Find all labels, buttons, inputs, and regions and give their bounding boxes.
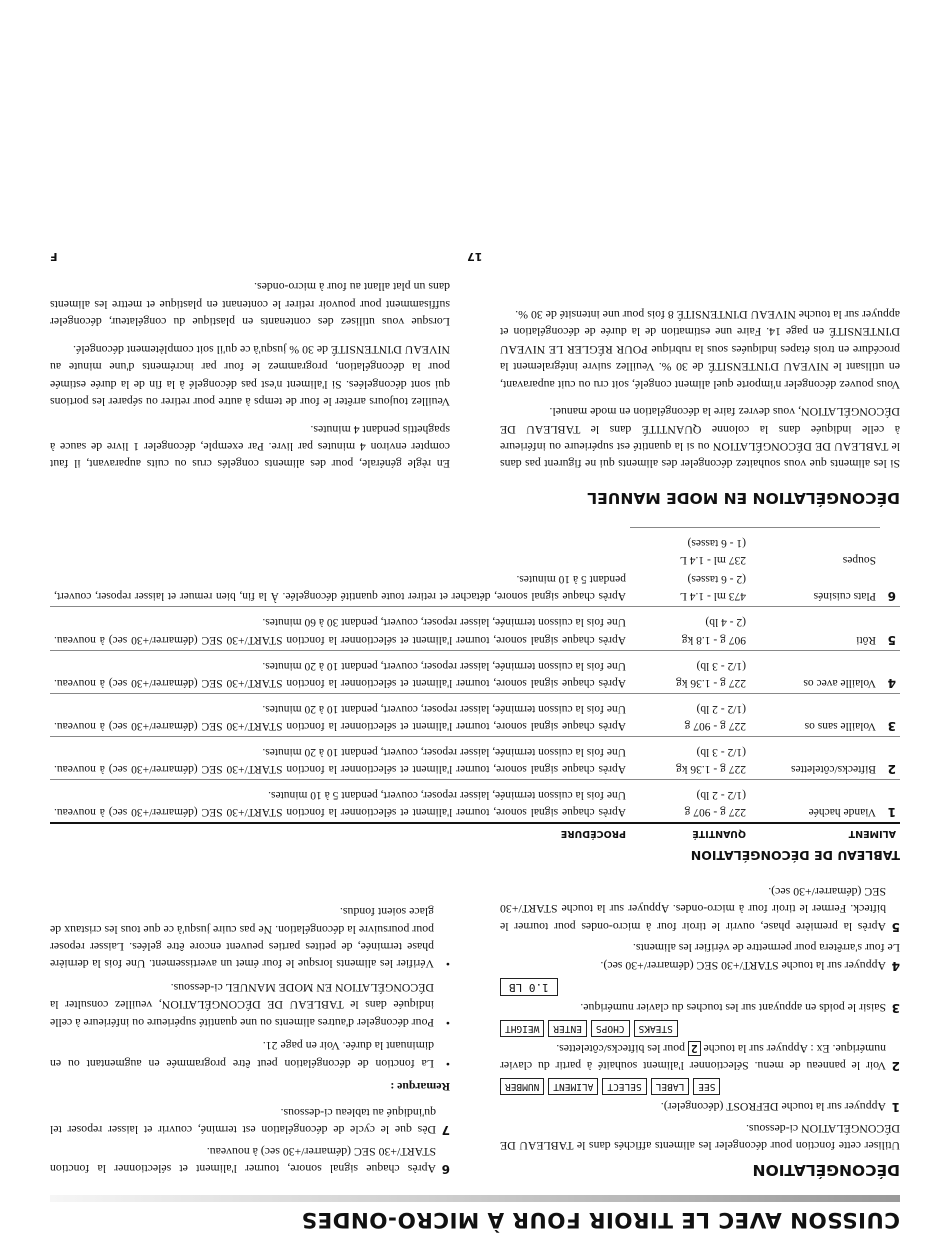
menu-key: CHOPS [591, 1021, 630, 1038]
defrost-intro: Utiliser cette fonction pour décongeler les aliments affichés dans le TABLEAU DE DÉCONGÉLATION ci-dessous. [500, 1121, 900, 1154]
table-header-row [50, 823, 900, 842]
row-qty-2: 237 ml - 1.4 L (1 - 6 tasses) [630, 528, 750, 571]
row-number: 4 [880, 650, 900, 693]
lcd-display [500, 978, 900, 996]
step-3 [500, 999, 900, 1017]
row-qty: 473 ml - 1.4 L (2 - 6 tasses) [679, 573, 746, 603]
row-qty: 227 g - 907 g (1/2 - 2 lb) [630, 779, 750, 823]
manual-paragraph: Vous pouvez décongeler n'importe quel aliment congelé, soit cru ou cuit auparavant, en utilisant le NIVEAU D'INTENSITÉ de 30 %. Veuillez suivre intégralement la procédure en trois étapes indiquées sous la rubrique POUR RÉGLER LE NIVEAU D'INTENSITÉ en page 14. Faire une estimation de la durée de décongélation et appuyer sur la touche NIVEAU D'INTENSITÉ 8 fois pour une intensité de 30 %. [500, 307, 900, 392]
row-number: 5 [880, 607, 900, 650]
lcd-readout: 1.0 LB [500, 978, 558, 996]
menu-key: ENTER [548, 1021, 587, 1038]
bullet-text: Vérifier les aliments lorsque le four émet un avertissement. Une fois la dernière phase terminée, de petites parties peuvent encore être gelées. Laisser reposer pour poursuivre la décongélation. Ne pas cuire jusqu'à ce que tous les cristaux de glace soient fondus. [50, 905, 434, 972]
step-2-text: Voir le panneau de menu. Sélectionner l'aliment souhaité à partir du clavier numérique. Ex : Appuyer sur la touche [500, 1041, 886, 1074]
step-text: Dès que le cycle de décongélation est terminé, couvrir et laisser reposer tel qu'indiqué au tableau ci-dessous. [50, 1105, 436, 1138]
step-number: 5 [891, 919, 900, 934]
remarque-title: Remarque : [390, 1080, 450, 1095]
defrost-columns [50, 882, 900, 1181]
bullet-icon: • [445, 957, 450, 972]
page-title: CUISSON AVEC LE TIROIR FOUR À MICRO-ONDES [301, 1207, 900, 1232]
table-row [50, 693, 900, 736]
table-row [50, 779, 900, 823]
step-4-note: Le four s'arrêtera pour permettre de vérifier les aliments. [632, 941, 900, 955]
remarque-bullet [50, 1037, 450, 1072]
row-proc: Après chaque signal sonore, tourner l'aliment et sélectionner la fonction START/+30 SEC (démarrer/+30 sec) à nouveau. Une fois la cuisson terminée, laisser reposer, couvert, pendant 10 à 20 minutes. [50, 736, 630, 779]
page-number: 17 [467, 249, 483, 263]
menu-key: NUMBER [500, 1078, 544, 1095]
manual-right-column [50, 278, 450, 473]
manual-paragraph: En règle générale, pour des aliments congelés crus ou cuits auparavant, il faut compter environ 4 minutes par livre. Par exemple, décongeler 1 livre de sauce à spaghettis pendant 4 minutes. [50, 422, 450, 472]
col-qty: QUANTITÉ [630, 823, 750, 842]
row-number: 3 [880, 693, 900, 736]
row-number: 6 [887, 589, 896, 604]
bullet-icon: • [445, 1056, 450, 1071]
step-2-rest: pour les biftecks/côtelettes. [556, 1041, 685, 1056]
step-number: 2 [891, 1059, 900, 1074]
step-text [500, 1040, 886, 1075]
row-food: Plats cuisinés [813, 590, 876, 603]
row-food: Volaille avec os [750, 650, 880, 693]
menu-key: SEE [693, 1078, 720, 1095]
step-text: Appuyer sur la touche START/+30 SEC (démarrer/+30 sec). [600, 958, 886, 973]
step-number: 6 [441, 1162, 450, 1176]
menu-key: WEIGHT [500, 1021, 544, 1038]
defrost-heading: DÉCONGÉLATION [752, 1161, 900, 1179]
row-proc: Après chaque signal sonore, tourner l'aliment et sélectionner la fonction START/+30 SEC (démarrer/+30 sec) à nouveau. Une fois la cuisson terminée, laisser reposer, couvert, pendant 30 à 60 minutes. [50, 607, 630, 650]
row-proc: Après chaque signal sonore, tourner l'aliment et sélectionner la fonction START/+30 SEC (démarrer/+30 sec) à nouveau. Une fois la cuisson terminée, laisser reposer, couvert, pendant 5 à 10 minutes. [50, 779, 630, 823]
row-proc: Après chaque signal sonore, tourner l'aliment et sélectionner la fonction START/+30 SEC (démarrer/+30 sec) à nouveau. Une fois la cuisson terminée, laisser reposer, couvert, pendant 10 à 20 minutes. [50, 693, 630, 736]
step-text: Après la première phase, ouvrir le tiroir four à micro-ondes pour tourner le bifteck. Fermer le tiroir four à micro-ondes. Appuyer sur la touche START/+30 SEC (démarrer/+30 sec). [500, 884, 886, 934]
row-qty: 227 g - 907 g (1/2 - 2 lb) [630, 693, 750, 736]
language-code: F [50, 249, 58, 263]
page-header [50, 1206, 900, 1232]
step-text: Appuyer sur la touche DEFROST (décongeler). [660, 1100, 886, 1115]
bullet-text: Pour décongeler d'autres aliments ou une quantité supérieure ou inférieure à celle indiquée dans le TABLEAU DE DÉCONGÉLATION, veuillez consulter la DÉCONGÉLATION EN MODE MANUEL ci-dessous. [50, 980, 434, 1030]
manual-heading: DÉCONGÉLATION EN MODE MANUEL [587, 489, 900, 508]
remarque-bullet [50, 978, 450, 1030]
menu-key: LABEL [651, 1078, 690, 1095]
step-7 [50, 1103, 450, 1138]
step-text: Après chaque signal sonore, tourner l'aliment et sélectionner la fonction START/+30 SEC (démarrer/+30 sec) à nouveau. [50, 1144, 436, 1176]
step-number: 3 [891, 1001, 900, 1016]
defrost-left-column [500, 882, 900, 1181]
menu-key: STEAKS [634, 1021, 678, 1038]
row-food: Viande hachée [750, 779, 880, 823]
step-4 [500, 956, 900, 974]
table-heading: TABLEAU DE DÉCONGÉLATION [690, 848, 900, 864]
step-2 [500, 1040, 900, 1075]
page-footer [50, 248, 900, 264]
manual-left-column [500, 278, 900, 473]
bullet-text: La fonction de décongélation peut être programmée en augmentant ou en diminuant la durée. Voir en page 21. [50, 1039, 434, 1071]
col-proc: PROCÉDURE [50, 823, 630, 842]
row-food: Biftecks/côtelettes [750, 736, 880, 779]
col-food: ALIMENT [750, 823, 900, 842]
manual-paragraph: Lorsque vous utilisez des contenants en plastique du congélateur, décongeler suffisamment pour pouvoir retirer le contenant en plastique et mettre les aliments dans un plat allant au four à micro-ondes. [50, 280, 450, 330]
row-number: 1 [880, 779, 900, 823]
remarque-bullet [50, 903, 450, 973]
manual-paragraph: Si les aliments que vous souhaitez décongeler des aliments qui ne figurent pas dans le TABLEAU DE DÉCONGÉLATION ou si la quantité est supérieure ou inférieure à celle indiquée dans la colonne QUANTITÉ dans le TABLEAU DE DÉCONGÉLATION, vous devrez faire la décongélation en mode manuel. [500, 405, 900, 472]
row-food: Rôti [750, 607, 880, 650]
table-row [50, 570, 900, 607]
row-food-2: Soupes [750, 528, 880, 571]
row-qty: 227 g - 1.36 kg (1/2 - 3 lb) [630, 736, 750, 779]
row-qty: 227 g - 1.36 kg (1/2 - 3 lb) [630, 650, 750, 693]
defrost-right-column [50, 882, 450, 1181]
table-row [50, 607, 900, 650]
row-food: Volaille sans os [750, 693, 880, 736]
step-number: 4 [891, 958, 900, 973]
manual-columns [50, 278, 900, 473]
step-5 [500, 882, 900, 934]
row-proc: Après chaque signal sonore, tourner l'aliment et sélectionner la fonction START/+30 SEC (démarrer/+30 sec) à nouveau. Une fois la cuisson terminée, laisser reposer, couvert, pendant 10 à 20 minutes. [50, 650, 630, 693]
header-rule [50, 1195, 900, 1202]
table-row [50, 650, 900, 693]
step-6 [50, 1142, 450, 1177]
defrost-table [50, 527, 900, 841]
step-1 [500, 1097, 900, 1115]
step-number: 1 [891, 1100, 900, 1115]
menu-keys-row-2 [500, 1021, 900, 1038]
table-row [50, 736, 900, 779]
step-text: Saisir le poids en appuyant sur les touches du clavier numérique. [580, 1001, 886, 1016]
row-proc: Après chaque signal sonore, détacher et retirer toute quantité décongelée. À la fin, bien remuer et laisser reposer, couvert, pendant 5 à 10 minutes. [54, 573, 626, 603]
row-qty: 907 g - 1.8 kg (2 - 4 lb) [630, 607, 750, 650]
manual-paragraph: Veuillez toujours arrêter le four de temps à autre pour retirer ou séparer les portions qui sont décongelées. Si l'aliment n'est pas décongelé à la fin de la durée estimée pour la décongélation, programmez le four par incréments d'une minute au NIVEAU D'INTENSITÉ de 30 % jusqu'à ce qu'il soit complètement décongelé. [50, 342, 450, 410]
number-key: 2 [688, 1041, 701, 1056]
defrost-table-section [50, 527, 900, 864]
footer-spacer [892, 248, 900, 264]
bullet-icon: • [445, 1015, 450, 1030]
menu-key: SELECT [602, 1078, 646, 1095]
menu-keys-row-1 [500, 1078, 900, 1095]
step-number: 7 [441, 1123, 450, 1138]
row-number: 2 [880, 736, 900, 779]
menu-key: ALIMENT [548, 1078, 598, 1095]
